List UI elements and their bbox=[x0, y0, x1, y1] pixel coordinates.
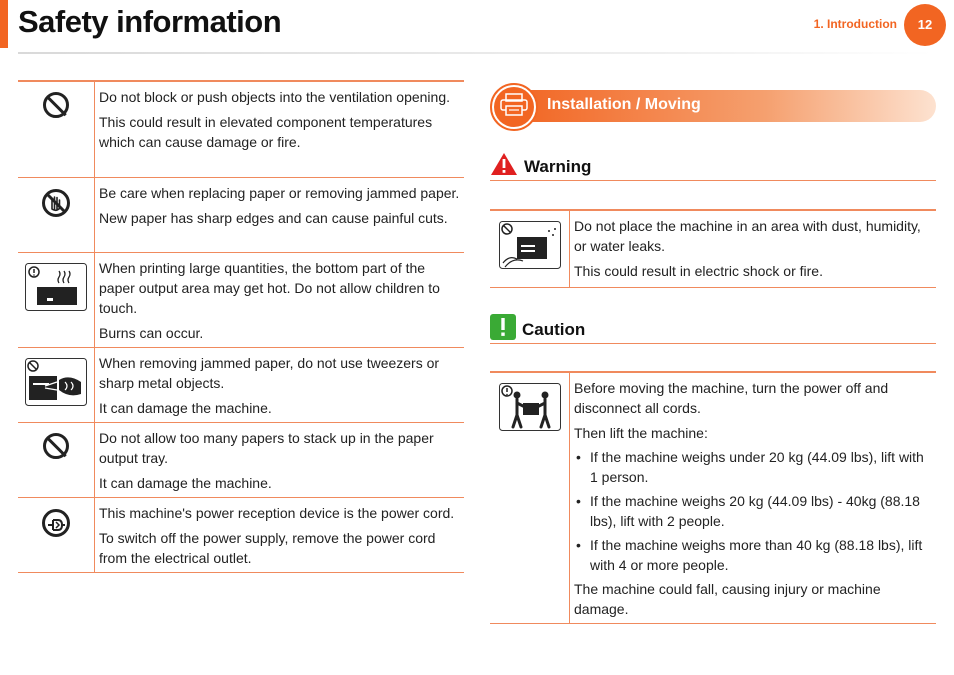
caution-table bbox=[490, 371, 936, 624]
text-cell bbox=[570, 211, 936, 287]
icon-cell bbox=[18, 498, 95, 572]
instruction-text: Be care when replacing paper or removing jammed paper. bbox=[99, 185, 460, 201]
warning-table bbox=[490, 209, 936, 288]
table-row bbox=[490, 211, 936, 288]
icon-cell bbox=[18, 82, 95, 177]
caution-label: Caution bbox=[522, 319, 586, 339]
text-cell bbox=[95, 498, 464, 572]
text-cell bbox=[95, 253, 464, 347]
prohibited-icon bbox=[43, 92, 69, 118]
table-row bbox=[18, 498, 464, 573]
no-hand-touch-icon bbox=[41, 188, 71, 252]
prohibited-icon bbox=[43, 433, 69, 459]
consequence-text: It can damage the machine. bbox=[99, 400, 272, 416]
consequence-text: To switch off the power supply, remove the power cord from the electrical outlet. bbox=[99, 530, 436, 566]
two-person-lift-icon bbox=[499, 383, 561, 623]
consequence-text: It can damage the machine. bbox=[99, 475, 272, 491]
icon-cell bbox=[18, 178, 95, 252]
consequence-text: The machine could fall, causing injury or machine damage. bbox=[574, 581, 881, 617]
icon-cell bbox=[18, 348, 95, 422]
text-cell bbox=[95, 348, 464, 422]
table-row bbox=[18, 253, 464, 348]
text-cell bbox=[95, 82, 464, 177]
consequence-text: This could result in electric shock or fire. bbox=[574, 263, 823, 279]
consequence-text: New paper has sharp edges and can cause painful cuts. bbox=[99, 210, 448, 226]
caution-exclamation-icon bbox=[490, 314, 516, 345]
instruction-text: Before moving the machine, turn the power off and disconnect all cords. bbox=[574, 380, 889, 416]
text-cell bbox=[95, 423, 464, 497]
list-item: • If the machine weighs more than 40 kg (88.18 lbs), lift with 4 or more people. bbox=[574, 535, 932, 575]
instruction-text: This machine's power reception device is the power cord. bbox=[99, 505, 455, 521]
consequence-text: This could result in elevated component temperatures which can cause damage or fire. bbox=[99, 114, 433, 150]
page-number-badge: 12 bbox=[904, 4, 946, 46]
no-tweezers-icon bbox=[25, 358, 87, 422]
weight-rules-list bbox=[574, 447, 932, 575]
no-dust-humidity-icon bbox=[499, 221, 561, 287]
header-divider bbox=[18, 52, 934, 54]
printer-icon bbox=[500, 93, 528, 122]
table-row bbox=[18, 423, 464, 498]
warning-label: Warning bbox=[524, 156, 592, 176]
caution-heading bbox=[490, 316, 936, 344]
icon-cell bbox=[490, 211, 570, 287]
text-cell bbox=[570, 373, 936, 623]
header-accent-bar bbox=[0, 0, 8, 48]
text-cell bbox=[95, 178, 464, 252]
safety-table-left bbox=[18, 80, 464, 573]
list-item: • If the machine weighs 20 kg (44.09 lbs) - 40kg (88.18 lbs), lift with 2 people. bbox=[574, 491, 932, 531]
table-row bbox=[490, 373, 936, 624]
icon-cell bbox=[18, 253, 95, 347]
table-row bbox=[18, 82, 464, 178]
instruction-text: Do not place the machine in an area with dust, humidity, or water leaks. bbox=[574, 218, 921, 254]
consequence-text: Burns can occur. bbox=[99, 325, 204, 341]
table-row bbox=[18, 178, 464, 253]
table-row bbox=[18, 348, 464, 423]
section-icon-badge bbox=[490, 83, 538, 131]
warning-triangle-icon bbox=[490, 152, 518, 181]
list-item: • If the machine weighs under 20 kg (44.09 lbs), lift with 1 person. bbox=[574, 447, 932, 487]
hot-output-tray-icon bbox=[25, 263, 87, 347]
chapter-link[interactable]: 1. Introduction bbox=[813, 17, 897, 31]
instruction-text: Then lift the machine: bbox=[574, 425, 708, 441]
instruction-text: Do not allow too many papers to stack up in the paper output tray. bbox=[99, 430, 434, 466]
warning-heading bbox=[490, 153, 936, 181]
icon-cell bbox=[490, 373, 570, 623]
instruction-text: Do not block or push objects into the ventilation opening. bbox=[99, 89, 451, 105]
page-title: Safety information bbox=[18, 4, 282, 39]
power-plug-icon bbox=[41, 508, 71, 572]
section-title: Installation / Moving bbox=[547, 96, 701, 113]
instruction-text: When printing large quantities, the bottom part of the paper output area may get hot. Do not allow children to touch. bbox=[99, 260, 440, 316]
instruction-text: When removing jammed paper, do not use tweezers or sharp metal objects. bbox=[99, 355, 440, 391]
icon-cell bbox=[18, 423, 95, 497]
section-banner bbox=[490, 83, 936, 131]
